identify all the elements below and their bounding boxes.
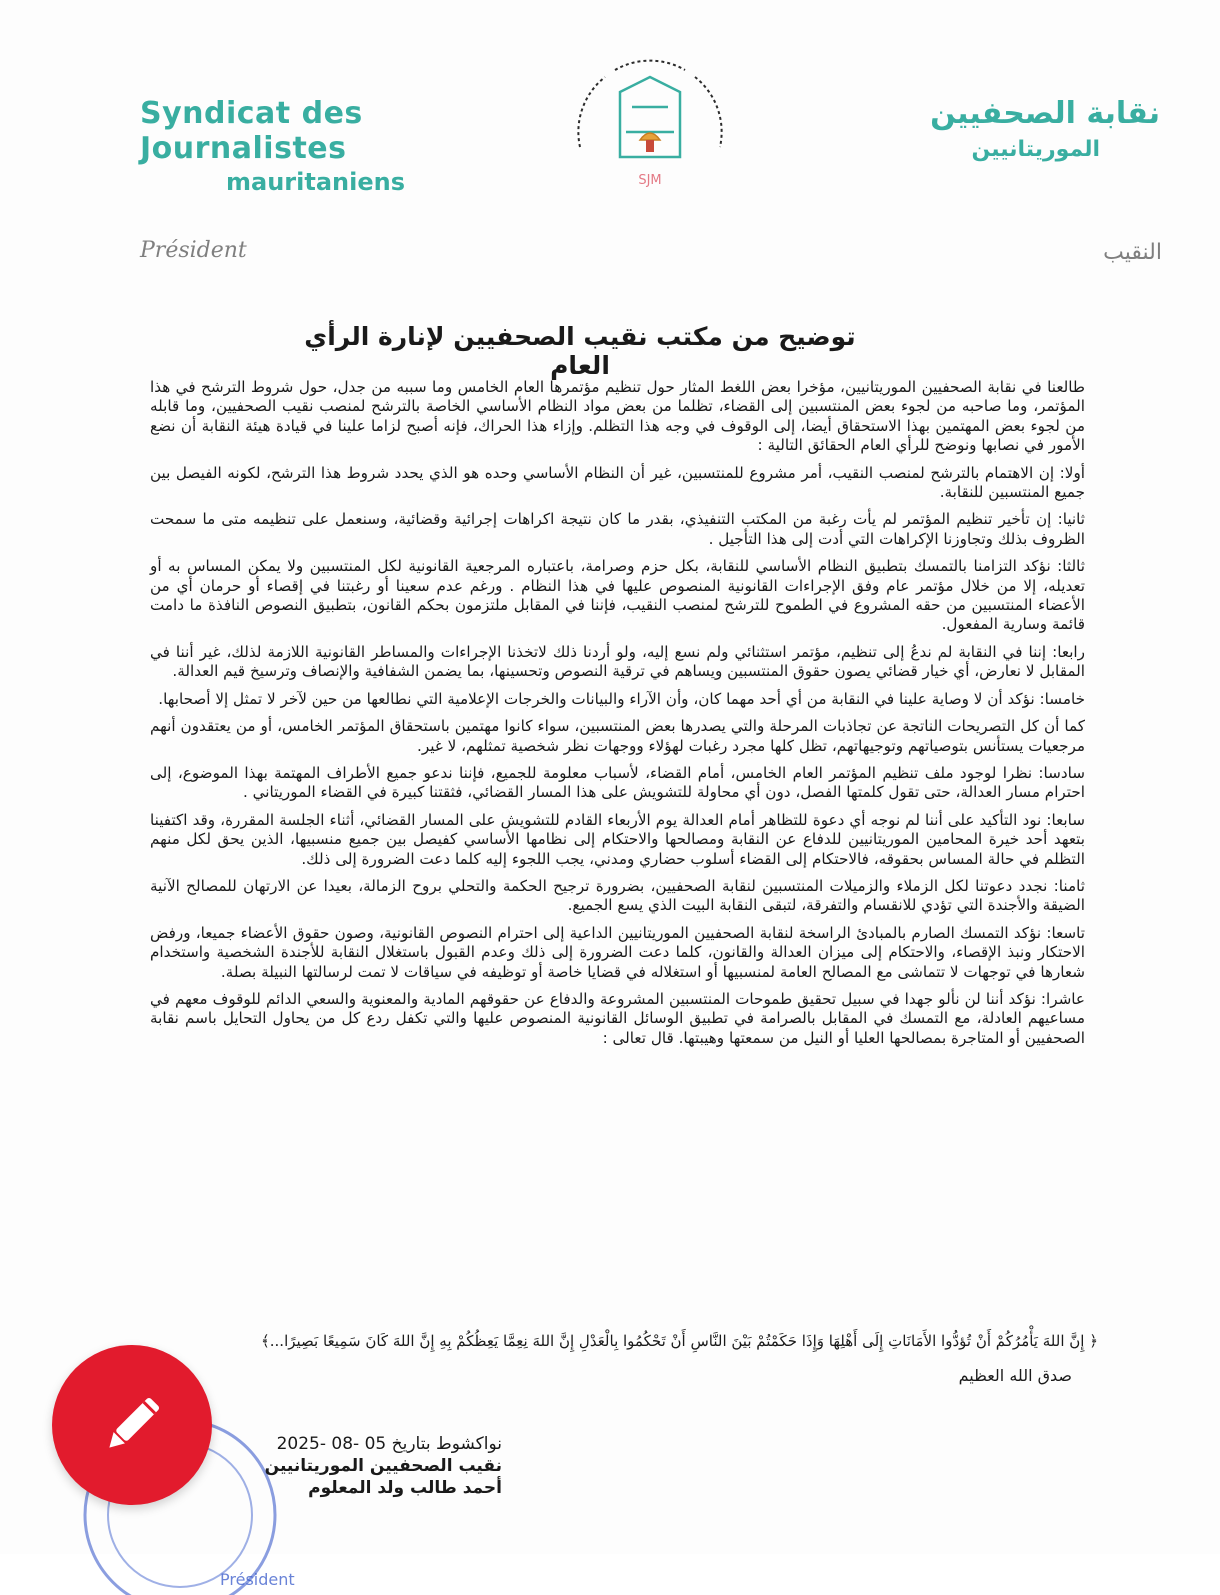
paragraph-7: سابعا: نود التأكيد على أننا لم نوجه أي دعوة للتظاهر أمام العدالة يوم الأربعاء القادم للتشويش على المسار القضائي، أثناء الجلسة المقررة، وقد اكتفينا بتعهد أحد خيرة المحامين الموريتانيين للدفاع عن النقابة ومصالحها والاحتكام إلى نظامها الأساسي كفيصل بين جميع منسبيها، الذين يحق لكل منهم التظلم في حالة المساس بحقوقه، فالاحتكام إلى القضاء أسلوب حضاري ومدني، يجب اللجوء إليه كلما دعت الضرورة إلى ذلك.	[150, 810, 1085, 868]
paragraph-4: رابعا: إننا في النقابة لم ندعُ إلى تنظيم، مؤتمر استثنائي ولم نسع إليه، ولو أردنا ذلك لاتخذنا الإجراءات والمساطر القانونية اللازمة لذلك، غير أننا في المقابل لا نعارض، أي خيار قضائي يصون حقوق المنتسبين ويساهم في ترقية النصوص وتحسينها، بما يضمن الشفافية والإنصاف وترسيخ قيم العدالة.	[150, 642, 1085, 681]
signature-block	[262, 1434, 502, 1498]
paragraph-2: ثانيا: إن تأخير تنظيم المؤتمر لم يأت رغبة من المكتب التنفيذي، بقدر ما كان نتيجة اكراهات إجرائية وقضائية، وسنعمل على تنظيمه متى ما سمحت الظروف بذلك وتجاوزنا الإكراهات التي أدت إلى هذا التأجيل .	[150, 510, 1085, 548]
header-arabic-line2: الموريتانيين	[971, 137, 1100, 162]
document-body	[150, 378, 1085, 1056]
header-french-line1: Syndicat des Journalistes	[140, 96, 363, 166]
signature-name: أحمد طالب ولد المعلوم	[308, 1478, 502, 1498]
header-french	[140, 96, 500, 196]
paragraph-6: سادسا: نظرا لوجود ملف تنظيم المؤتمر العام الخامس، أمام القضاء، لأسباب معلومة للجميع، فإننا ندعو جميع الأطراف المهتمة بهذا الموضوع، إلى احترام مسار العدالة، حتى تقول كلمتها الفصل، دون أي محاولة للتشويش على هذا المسار القضائي، فثقتنا كبيرة في القضاء الموريتاني .	[150, 763, 1085, 802]
paragraph-9: تاسعا: نؤكد التمسك الصارم بالمبادئ الراسخة لنقابة الصحفيين الموريتانيين الداعية إلى احترام النصوص القانونية، وصون حقوق الأعضاء جميعا، ورفض الاحتكار ونبذ الإقصاء، والاحتكام إلى ميزان العدالة والقانون، كلما دعت الضرورة إلى ذلك وعدم القبول باستغلال النقابة للأجندة الشخصية واستخدام شعارها في توجهات لا تتماشى مع المصالح العامة لمنسبيها أو استغلاله في قضايا خاصة أو توظيفه في سياقات لا تمت لرسالتها النبيلة بصلة.	[150, 923, 1085, 981]
header-arabic-line1: نقابة الصحفيين	[930, 96, 1160, 131]
paragraph-intro: طالعنا في نقابة الصحفيين الموريتانيين، مؤخرا بعض اللغط المثار حول تنظيم مؤتمرها العام الخامس وما سببه من جدل، حول شروط الترشح في هذا المؤتمر، وما صاحبه من لجوء بعض المنتسبين إلى القضاء، تظلما من بعض مواد النظام الأساسي الخاصة بالترشح لمنصب نقيب الصحفيين، وما قابله من لجوء بعض المهتمين بهذا الاستحقاق أيضا، إلى الوقوف في وجه هذا التظلم. وإزاء هذا الحراك، فإنه أصبح لزاما علينا في قيادة هيئة النقابة أن نضع الأمور في نصابها ونوضح للرأي العام الحقائق التالية :	[150, 378, 1085, 455]
stamp-text: Président	[220, 1570, 295, 1589]
document-title: توضيح من مكتب نقيب الصحفيين لإنارة الرأي العام	[304, 322, 856, 380]
signature-date: نواكشوط بتاريخ 05 -08 -2025	[276, 1434, 502, 1454]
signature-title: نقيب الصحفيين الموريتانيين	[264, 1456, 502, 1476]
quran-verse: ﴿ إِنَّ اللهَ يَأْمُرُكُمْ أَنْ تُؤدُّوا الأَمَانَاتِ إِلَى أَهْلِهَا وَإِذَا حَكَمْتُمْ بَيْنَ النَّاسِ أَنْ تَحْكُمُوا بِالْعَدْلِ إِنَّ اللهَ نِعِمَّا يَعِظُكُمْ بِهِ إِنَّ اللهَ كَانَ سَمِيعًا بَصِيرًا...﴾	[260, 1332, 1098, 1350]
header-french-line2: mauritaniens	[226, 168, 405, 196]
pencil-icon	[92, 1385, 172, 1465]
paragraph-3: ثالثا: نؤكد التزامنا بالتمسك بتطبيق النظام الأساسي للنقابة، بكل حزم وصرامة، باعتباره المرجعية القانونية لكل المنتسبين ولا يمكن المساس به أو تعديله، إلا من خلال مؤتمر عام وفق الإجراءات القانونية المنصوص عليها في هذا النظام . ورغم عدم سعينا أو رغبتنا في إقصاء أو حرمان أي من الأعضاء المنتسبين من حقه المشروع في الطموح للترشح لمنصب النقيب، فإننا في المقابل ملتزمون بحكم القانون، بتطبيق النصوص النافذة ما دامت قائمة وسارية المفعول.	[150, 557, 1085, 634]
paragraph-1: أولا: إن الاهتمام بالترشح لمنصب النقيب، أمر مشروع للمنتسبين، غير أن النظام الأساسي وحده هو الذي يحدد شروط هذا الترشح، لكونه الفيصل بين جميع المنتسبين للنقابة.	[150, 463, 1085, 502]
paragraph-5: خامسا: نؤكد أن لا وصاية علينا في النقابة من أي أحد مهما كان، وأن الآراء والبيانات والخرجات الإعلامية التي نطالعها من حين لآخر لا تمثل إلا أصحابها.	[158, 689, 1085, 708]
header-arabic	[860, 96, 1160, 162]
logo-initials: SJM	[638, 173, 662, 188]
syndicate-logo	[560, 52, 740, 192]
edit-fab-button[interactable]	[52, 1345, 212, 1505]
paragraph-8: ثامنا: نجدد دعوتنا لكل الزملاء والزميلات المنتسبين لنقابة الصحفيين، بضرورة ترجيح الحكمة والتحلي بروح الزمالة، بعيدا عن الارتهان للمصالح الآنية الضيقة والأجندة التي تؤدي للانقسام والتفرقة، لتبقى النقابة البيت الذي يسع الجميع.	[150, 876, 1085, 915]
president-fr-label: Président	[140, 238, 247, 263]
paragraph-10: عاشرا: نؤكد أننا لن نألو جهدا في سبيل تحقيق طموحات المنتسبين المشروعة والدفاع عن حقوقهم المادية والمعنوية والسعي الدائم للوقوف معهم في مساعيهم العادلة، مع التمسك في المقابل بالصرامة في تطبيق الوسائل القانونية المنصوص عليها والتي تكفل ردع كل من يحاول التحايل باسم نقابة الصحفيين أو المتاجرة بمصالحها العليا أو النيل من سمعتها وهيبتها. قال تعالى :	[150, 989, 1085, 1047]
paragraph-5b: كما أن كل التصريحات الناتجة عن تجاذبات المرحلة والتي يصدرها بعض المنتسبين، سواء كانوا مهتمين باستحقاق المؤتمر الخامس، أو من يعتقدون أنهم مرجعيات يستأنس بتوصياتهم وتوجيهاتهم، تظل كلها مجرد رغبات لهؤلاء ووجهات نظر شخصية تمثلهم، لا غير.	[150, 717, 1085, 755]
president-ar-label: النقيب	[1103, 240, 1162, 265]
closing-line: صدق الله العظيم	[958, 1366, 1072, 1385]
